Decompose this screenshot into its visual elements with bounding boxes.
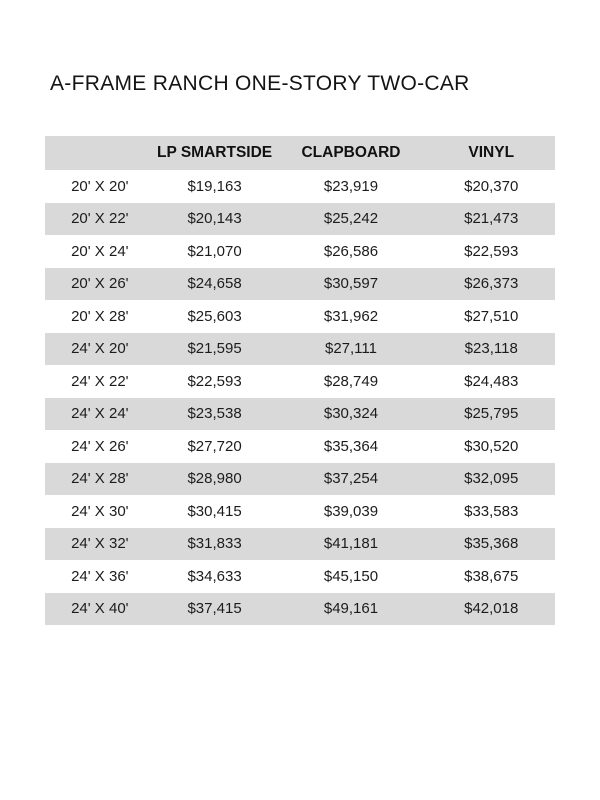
- price-cell: $21,595: [187, 340, 242, 358]
- size-cell: 20' X 26': [71, 275, 129, 293]
- price-cell: $38,675: [464, 567, 519, 585]
- price-cell: $23,919: [323, 177, 379, 195]
- price-cell: $37,415: [187, 600, 242, 618]
- price-cell: $24,483: [464, 372, 519, 390]
- price-cell: $20,143: [187, 210, 242, 228]
- header-clapboard: CLAPBOARD: [301, 144, 401, 161]
- price-cell: $20,370: [464, 177, 519, 195]
- table-row: [45, 268, 555, 301]
- page-title: A-FRAME RANCH ONE-STORY TWO-CAR: [50, 72, 470, 95]
- price-cell: $30,415: [187, 502, 242, 520]
- size-cell: 24' X 28': [71, 470, 129, 488]
- price-cell: $42,018: [464, 600, 519, 618]
- size-cell: 20' X 22': [71, 210, 129, 228]
- price-cell: $23,118: [464, 340, 518, 358]
- size-cell: 20' X 28': [71, 307, 129, 325]
- table-row: [45, 203, 555, 236]
- price-cell: $21,070: [187, 242, 242, 260]
- price-cell: $35,364: [323, 437, 379, 455]
- table-row: [45, 398, 555, 431]
- price-cell: $31,833: [187, 535, 242, 553]
- table-row: [45, 430, 555, 463]
- pricing-table: [45, 136, 555, 625]
- price-cell: $37,254: [323, 470, 379, 488]
- price-cell: $19,163: [187, 177, 242, 195]
- table-row: [45, 170, 555, 203]
- price-cell: $31,962: [323, 307, 379, 325]
- price-cell: $22,593: [187, 372, 242, 390]
- table-row: [45, 593, 555, 626]
- size-cell: 20' X 20': [71, 177, 129, 195]
- price-cell: $33,583: [464, 502, 519, 520]
- size-cell: 24' X 40': [71, 600, 129, 618]
- price-cell: $22,593: [464, 242, 519, 260]
- price-cell: $39,039: [323, 502, 379, 520]
- size-cell: 24' X 30': [71, 502, 129, 520]
- price-cell: $41,181: [323, 535, 379, 553]
- table-row: [45, 300, 555, 333]
- size-cell: 24' X 22': [71, 372, 129, 390]
- price-cell: $28,980: [187, 470, 242, 488]
- price-cell: $32,095: [464, 470, 519, 488]
- price-cell: $49,161: [323, 600, 379, 618]
- price-cell: $27,720: [187, 437, 242, 455]
- price-cell: $21,473: [464, 210, 519, 228]
- price-cell: $30,597: [323, 275, 379, 293]
- price-cell: $28,749: [323, 372, 379, 390]
- size-cell: 24' X 20': [71, 340, 129, 358]
- size-cell: 24' X 26': [71, 437, 129, 455]
- table-row: [45, 235, 555, 268]
- price-cell: $26,373: [464, 275, 519, 293]
- table-row: [45, 463, 555, 496]
- price-cell: $27,111: [324, 340, 377, 358]
- table-row: [45, 495, 555, 528]
- price-cell: $26,586: [323, 242, 379, 260]
- price-cell: $25,603: [187, 307, 242, 325]
- size-cell: 24' X 36': [71, 567, 129, 585]
- size-cell: 24' X 24': [71, 405, 129, 423]
- price-cell: $23,538: [187, 405, 242, 423]
- price-cell: $25,795: [464, 405, 519, 423]
- header-lp-smartside: LP SMARTSIDE: [157, 144, 273, 161]
- table-header-row: [45, 136, 555, 170]
- price-cell: $27,510: [464, 307, 519, 325]
- table-row: [45, 333, 555, 366]
- price-cell: $25,242: [323, 210, 379, 228]
- table-row: [45, 365, 555, 398]
- price-cell: $30,324: [323, 405, 379, 423]
- size-cell: 24' X 32': [71, 535, 129, 553]
- size-cell: 20' X 24': [71, 242, 129, 260]
- price-cell: $35,368: [464, 535, 519, 553]
- table-row: [45, 560, 555, 593]
- price-cell: $24,658: [187, 275, 242, 293]
- price-cell: $30,520: [464, 437, 519, 455]
- table-row: [45, 528, 555, 561]
- price-cell: $45,150: [323, 567, 379, 585]
- price-cell: $34,633: [187, 567, 242, 585]
- header-vinyl: VINYL: [468, 144, 515, 161]
- table-body: [45, 170, 555, 625]
